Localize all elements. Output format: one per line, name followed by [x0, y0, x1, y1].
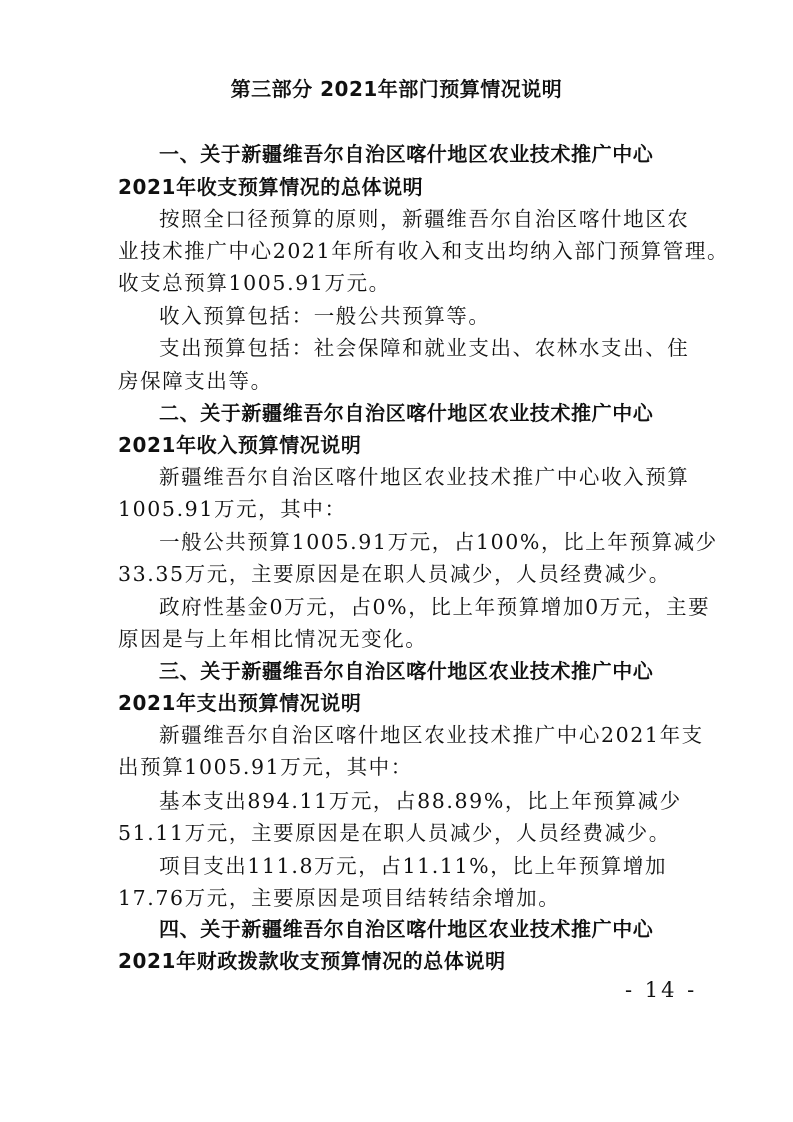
section-1-para-2-line-1: 收入预算包括：一般公共预算等。 [159, 304, 491, 328]
section-2-para-2-line-1: 一般公共预算1005.91万元，占100%，比上年预算减少 [159, 530, 718, 554]
section-4-heading-line-2: 2021年财政拨款收支预算情况的总体说明 [118, 949, 506, 973]
section-2-para-1-line-2: 1005.91万元，其中： [118, 497, 347, 521]
section-1-para-1-line-2: 业技术推广中心2021年所有收入和支出均纳入部门预算管理。 [118, 239, 730, 263]
section-2-para-1-line-1: 新疆维吾尔自治区喀什地区农业技术推广中心收入预算 [159, 465, 690, 489]
section-3-para-3-line-1: 项目支出111.8万元，占11.11%，比上年预算增加 [159, 854, 668, 878]
section-4-heading-line-1: 四、关于新疆维吾尔自治区喀什地区农业技术推广中心 [159, 917, 654, 941]
section-3-para-2-line-1: 基本支出894.11万元，占88.89%，比上年预算减少 [159, 789, 682, 813]
section-1-heading-line-1: 一、关于新疆维吾尔自治区喀什地区农业技术推广中心 [159, 142, 654, 166]
page-number: - 14 - [625, 978, 698, 1002]
section-1-para-3-line-2: 房保障支出等。 [118, 369, 273, 393]
section-1-para-1-line-1: 按照全口径预算的原则，新疆维吾尔自治区喀什地区农 [159, 207, 690, 231]
section-3-para-3-line-2: 17.76万元，主要原因是项目结转结余增加。 [118, 886, 561, 910]
section-2-para-3-line-2: 原因是与上年相比情况无变化。 [118, 627, 428, 651]
section-2-heading-line-2: 2021年收入预算情况说明 [118, 433, 362, 457]
section-3-para-2-line-2: 51.11万元，主要原因是在职人员减少，人员经费减少。 [118, 821, 671, 845]
section-3-heading-line-2: 2021年支出预算情况说明 [118, 691, 362, 715]
section-1-para-1-line-3: 收支总预算1005.91万元。 [118, 271, 391, 295]
section-2-para-2-line-2: 33.35万元，主要原因是在职人员减少，人员经费减少。 [118, 562, 671, 586]
section-3-para-1-line-2: 出预算1005.91万元，其中： [118, 755, 413, 779]
section-1-heading-line-2: 2021年收支预算情况的总体说明 [118, 175, 424, 199]
section-3-para-1-line-1: 新疆维吾尔自治区喀什地区农业技术推广中心2021年支 [159, 723, 704, 747]
page-title: 第三部分 2021年部门预算情况说明 [230, 77, 563, 101]
section-2-heading-line-1: 二、关于新疆维吾尔自治区喀什地区农业技术推广中心 [159, 401, 654, 425]
section-3-heading-line-1: 三、关于新疆维吾尔自治区喀什地区农业技术推广中心 [159, 659, 654, 683]
section-2-para-3-line-1: 政府性基金0万元，占0%，比上年预算增加0万元，主要 [159, 595, 711, 619]
section-1-para-3-line-1: 支出预算包括：社会保障和就业支出、农林水支出、住 [159, 336, 690, 360]
